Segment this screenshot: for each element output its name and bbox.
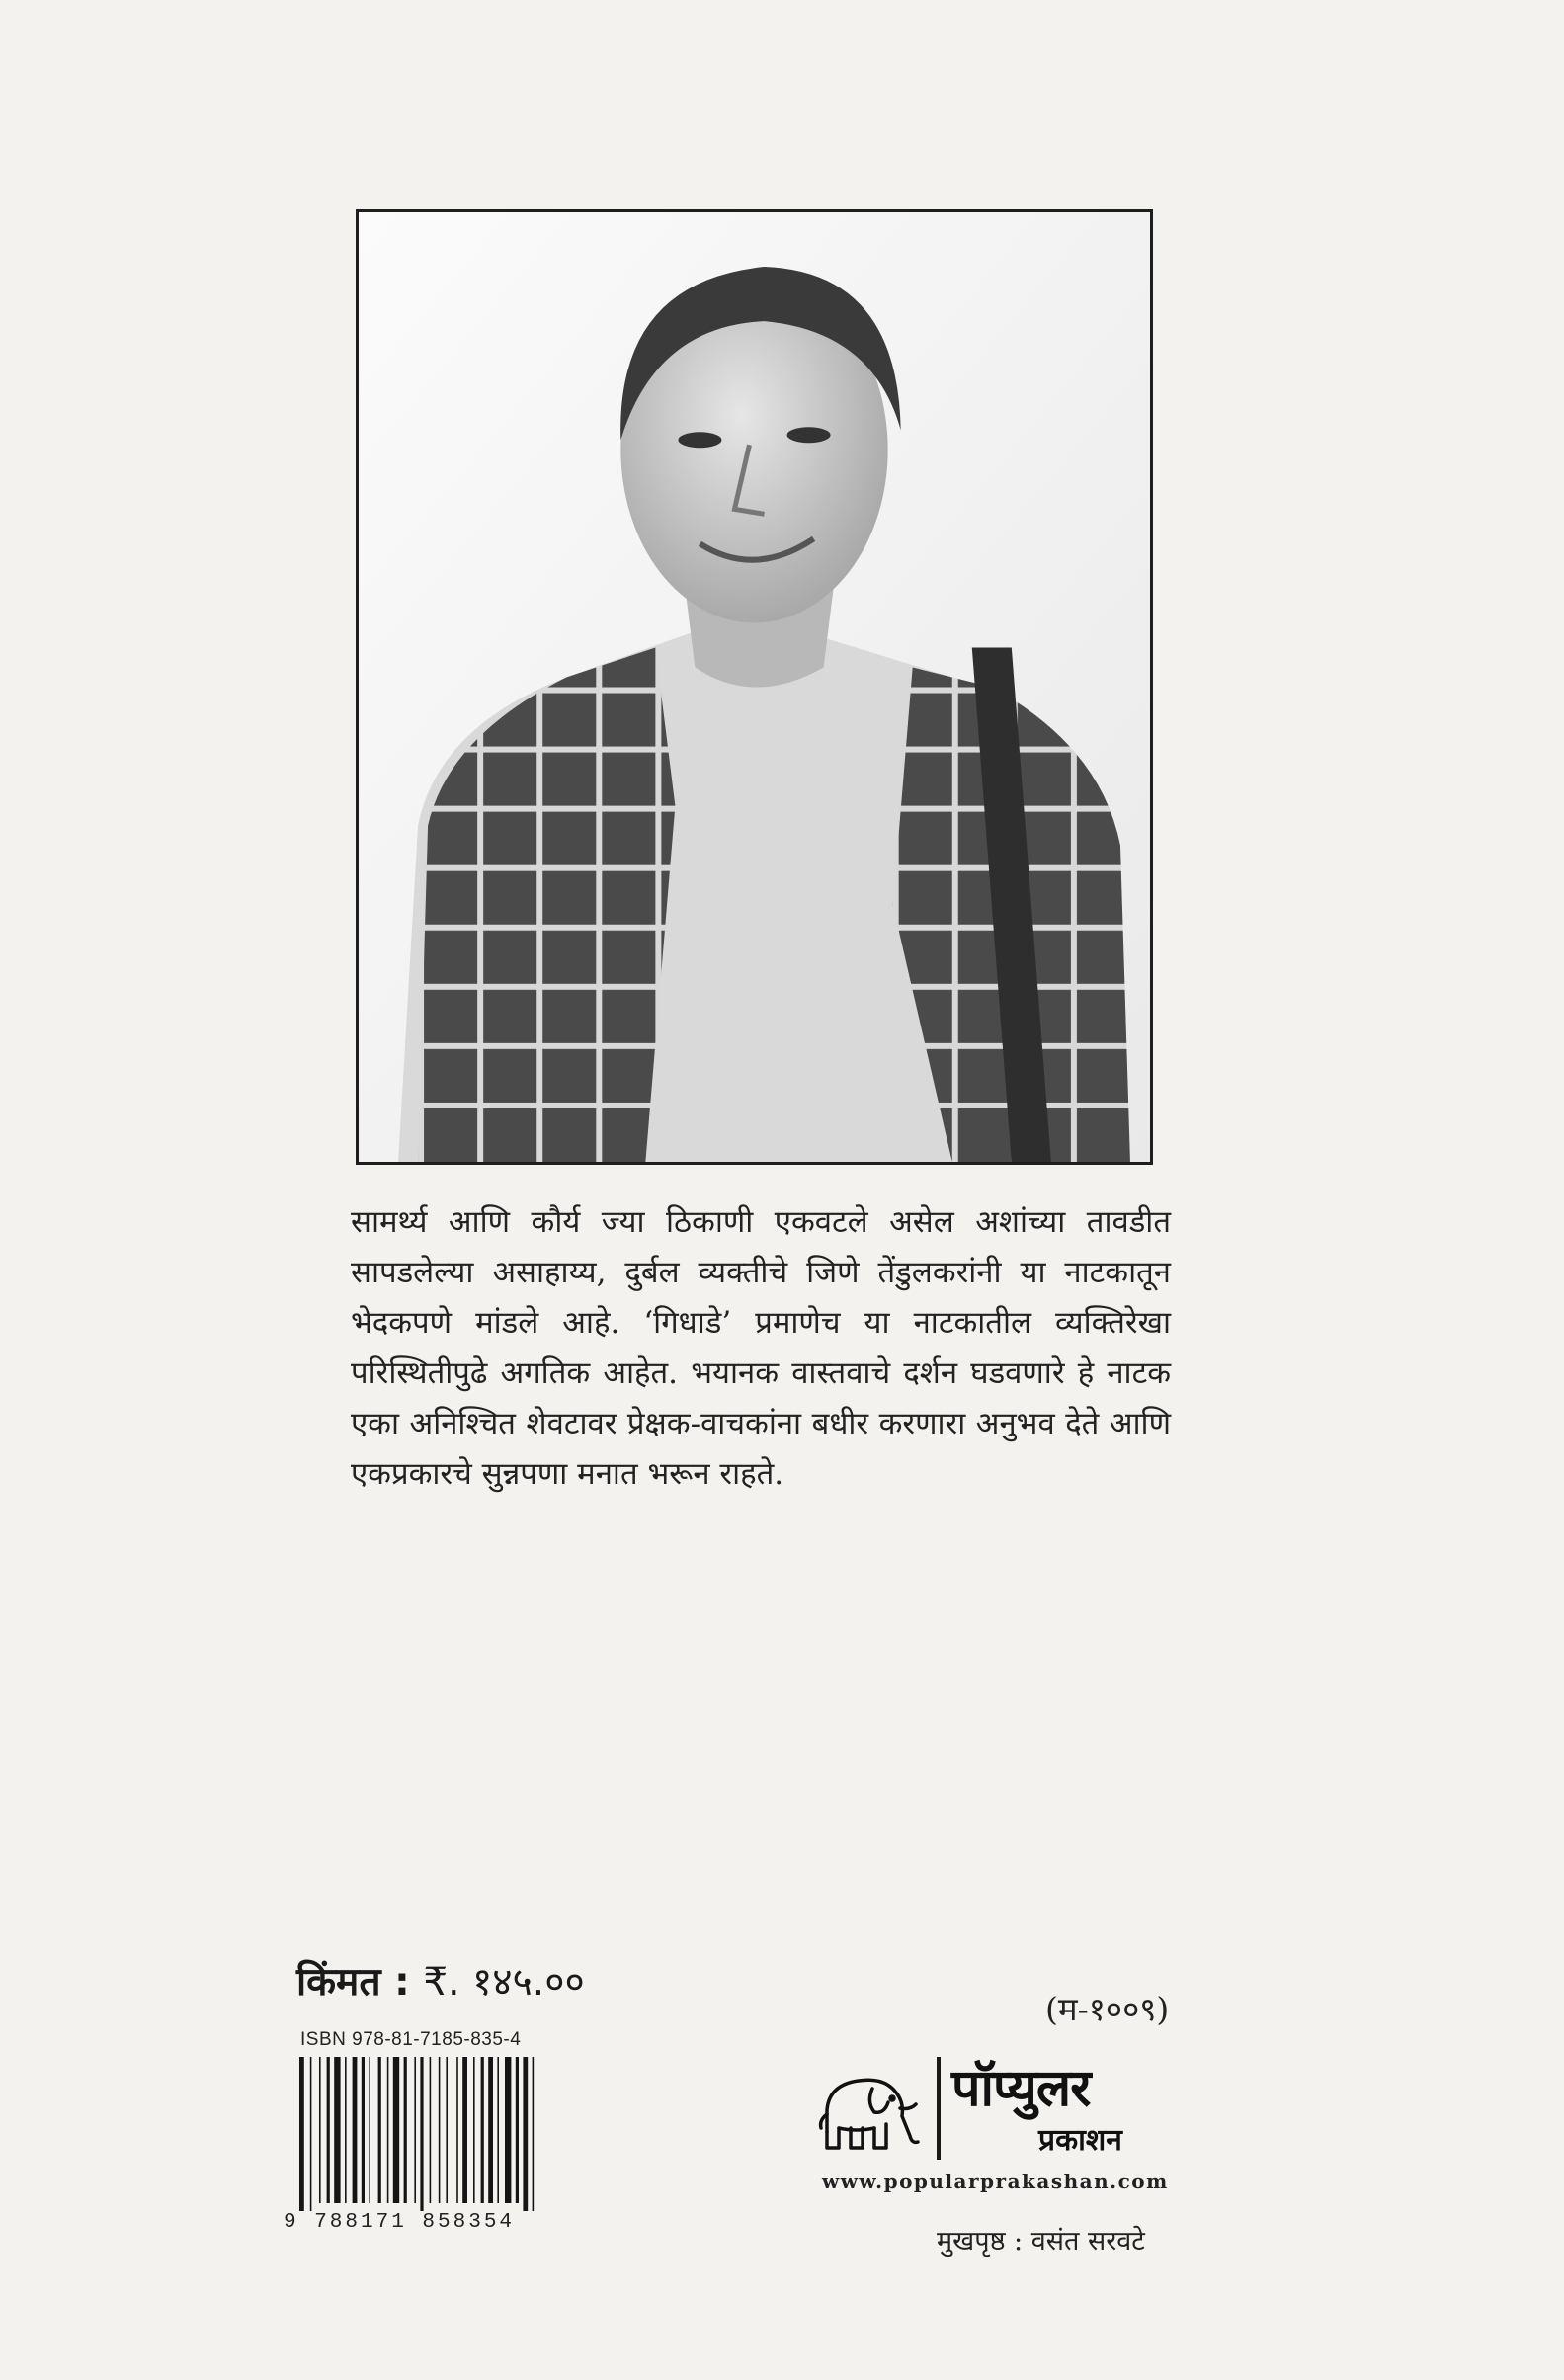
barcode-bar: [516, 2057, 519, 2203]
barcode-bar: [497, 2057, 499, 2203]
barcode-bar: [473, 2057, 475, 2203]
barcode-bar: [393, 2057, 399, 2203]
price-value: ₹. १४५.००: [423, 1960, 585, 2005]
barcode-bar: [319, 2057, 321, 2203]
barcode-bar: [430, 2057, 432, 2203]
cover-credit: मुखपृष्ठ : वसंत सरवटे: [937, 2226, 1145, 2257]
barcode-bar: [523, 2057, 528, 2213]
isbn-barcode: [284, 2057, 555, 2255]
barcode-bar: [488, 2057, 493, 2203]
barcode-bar: [446, 2057, 448, 2203]
barcode-bar: [334, 2057, 340, 2203]
price-label: किंमत :: [296, 1960, 410, 2005]
series-code: (म-१००९): [1045, 1990, 1170, 2028]
elephant-icon: [815, 2063, 932, 2154]
barcode-bars: [284, 2057, 555, 2213]
barcode-bar: [533, 2057, 535, 2213]
barcode-bar: [369, 2057, 370, 2203]
barcode-bar: [404, 2057, 407, 2203]
publisher-url[interactable]: www.popularprakashan.com: [822, 2170, 1169, 2193]
barcode-bar: [420, 2057, 423, 2213]
barcode-bar: [378, 2057, 381, 2203]
price: [296, 1954, 585, 2007]
barcode-bar: [327, 2057, 330, 2203]
publisher-logo: [815, 2057, 1250, 2166]
barcode-bar: [439, 2057, 441, 2203]
barcode-bar: [481, 2057, 484, 2203]
blurb-text: सामर्थ्य आणि कौर्य ज्या ठिकाणी एकवटले असेल अशांच्या तावडीत सापडलेल्या असाहाय्य, दुर्बल व्यक्तीचे जिणे तेंडुलकरांनी या नाटकातून भेदकपणे मांडले आहे. ‘गिधाडे’ प्रमाणेच या नाटकातील व्यक्तिरेखा परिस्थितीपुढे अगतिक आहेत. भयानक वास्तवाचे दर्शन घडवणारे हे नाटक एका अनिश्चित शेवटावर प्रेक्षक-वाचकांना बधीर करणारा अनुभव देते आणि एकप्रकारचे सुन्नपणा मनात भरून राहते.: [351, 1204, 1171, 1492]
barcode-bar: [414, 2057, 416, 2203]
publisher-sub: प्रकाशन: [1038, 2123, 1122, 2158]
barcode-bar: [353, 2057, 358, 2203]
barcode-bar: [505, 2057, 511, 2203]
author-photo: [356, 209, 1153, 1165]
barcode-bar: [299, 2057, 304, 2213]
book-blurb: [351, 1197, 1171, 1500]
barcode-bar: [462, 2057, 467, 2203]
barcode-bar: [310, 2057, 312, 2213]
isbn-text: ISBN 978-81-7185-835-4: [300, 2029, 522, 2050]
barcode-bar: [345, 2057, 347, 2203]
author-photo-image: [359, 212, 1150, 1162]
barcode-bar: [362, 2057, 365, 2203]
barcode-bar: [456, 2057, 458, 2203]
publisher-name: पॉप्युलर: [951, 2059, 1091, 2118]
logo-divider: [937, 2057, 941, 2160]
barcode-digits: 9 788171 858354: [284, 2211, 555, 2234]
barcode-bar: [387, 2057, 389, 2203]
